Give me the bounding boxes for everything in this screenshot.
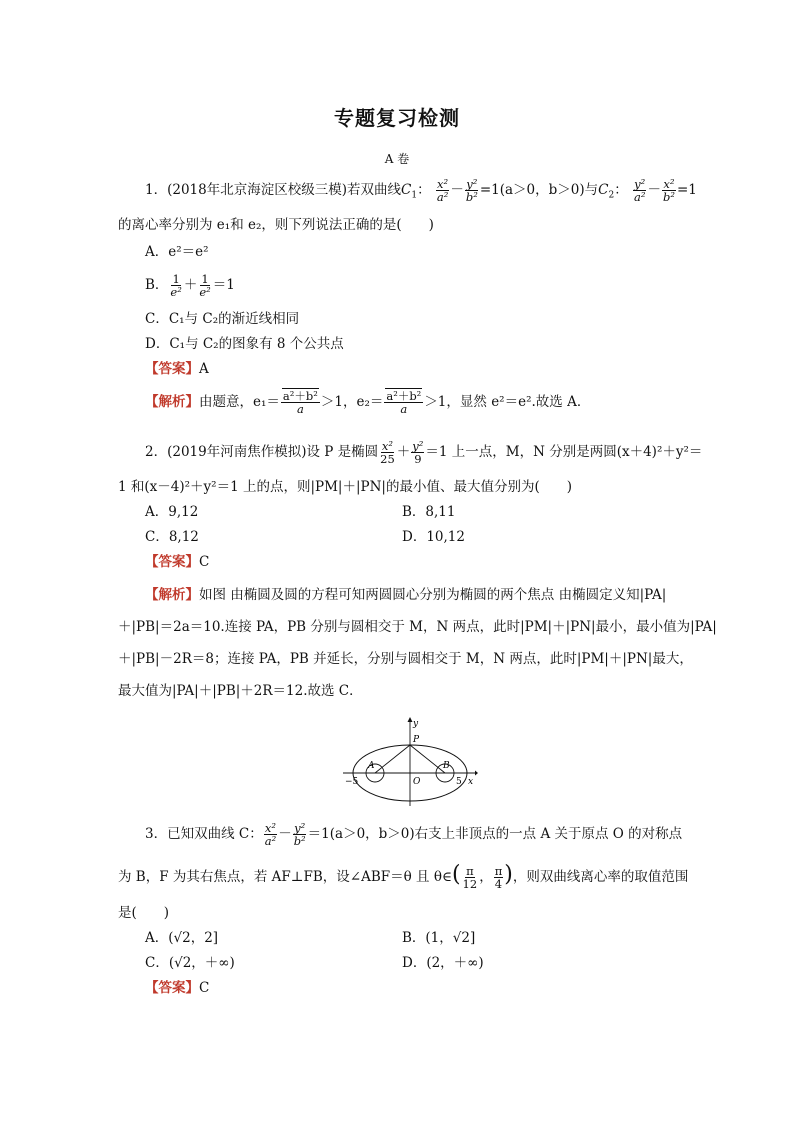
q3-option-c: C．(√2，＋∞) [145,955,235,971]
q3-answer: 【答案】C [145,980,210,996]
q2-option-a: A．9,12 [145,504,199,520]
q3-line3: 是( ) [118,905,170,921]
q2-analysis-line2: ＋|PB|＝2a＝10.连接 PA，PB 分别与圆相交于 M，N 两点，此时|PM|＋|PN|最小，最小值为|PA| [118,619,717,635]
q2-analysis-line1: 【解析】如图 由椭圆及圆的方程可知两圆圆心分别为椭圆的两个焦点 由椭圆定义知|PA| [145,587,667,603]
answer-tag: 【答案】 [145,980,199,996]
q2-analysis-line4: 最大值为|PA|＋|PB|＋2R＝12.故选 C． [118,683,363,699]
page-title: 专题复习检测 [334,106,460,130]
answer-tag: 【答案】 [145,361,199,377]
q2-line2: 1 和(x－4)²＋y²＝1 上的点，则|PM|＋|PN|的最小值、最大值分别为( ) [118,479,572,495]
q1-option-c: C．C₁与 C₂的渐近线相同 [145,311,300,327]
frac: $\frac{\text{y²}}{\text{a²}}$ [634,177,646,204]
label-b: B [443,761,450,771]
q1-option-a: A．e²＝e² [145,244,209,260]
q2-option-b: B．8,11 [402,504,456,520]
y-axis-arrow [408,717,413,722]
q2-option-d: D．10,12 [402,529,465,545]
label-5: 5 [456,777,462,787]
q2-option-c: C．8,12 [145,529,199,545]
label-minus5: −5 [345,777,359,787]
q3-option-d: D．(2，＋∞) [402,955,484,971]
q3-line1: 3．已知双曲线 C： $\frac{\text{x²}}{\text{a²}}$ － $\frac{\text{y²}}{\text{b²}}$ ＝1(a＞0，b＞0)右支上非顶点的一点 A 关于原点 O 的对称点 [145,821,683,848]
label-x: x [468,777,474,787]
q3-option-b: B．(1，√2] [402,930,476,946]
frac: $\frac{\text{y²}}{\text{b²}}$ [465,177,478,204]
q2-line1: 2．(2019年河南焦作模拟)设 P 是椭圆 $\frac{\text{x²}}{25}$ ＋ $\frac{\text{y²}}{9}$ ＝1 上一点，M，N 分别是两圆(x＋4)²＋y²＝ [145,439,703,466]
q2-analysis-line3: ＋|PB|－2R＝8；连接 PA，PB 并延长，分别与圆相交于 M，N 两点，此时|PM|＋|PN|最大， [118,651,693,667]
q2-answer: 【答案】C [145,554,210,570]
ellipse-diagram [343,716,478,806]
section-label: A 卷 [384,152,410,166]
label-o: O [413,777,421,787]
q1-answer: 【答案】A [145,361,209,377]
label-p: P [413,735,420,745]
label-a: A [368,761,375,771]
q1-line1: 1．(2018年北京海淀区校级三模)若双曲线$C_1$： $\frac{\text{x²}}{\text{a²}}$ － $\frac{\text{y²}}{\text{b²}}$ =1(a＞0，b＞0)与$C_2$： $\frac{\text{y²}}{\text{a²}}$ － $\frac{\text{x²}}{\text{b²}}$ =1 [145,177,697,204]
analysis-tag: 【解析】 [145,394,199,410]
q1-analysis: 【解析】由题意，e₁＝ $\frac{\text{a²＋b²}}{a}$ ＞1，e₂＝ $\frac{\text{a²＋b²}}{a}$ ＞1，显然 e²＝e².故选 A． [145,389,591,416]
analysis-tag: 【解析】 [145,587,199,603]
q1-line2: 的离心率分别为 e₁和 e₂，则下列说法正确的是( ) [118,217,434,233]
q3-option-a: A．(√2，2] [145,930,219,946]
answer-tag: 【答案】 [145,554,199,570]
frac: $\frac{\text{x²}}{\text{b²}}$ [662,177,675,204]
q3-line2: 为 B，F 为其右焦点，若 AF⊥FB，设∠ABF＝θ 且 θ∈( $\frac{\pi}{12}$ ， $\frac{\pi}{4}$ )，则双曲线离心率的取值范围 [118,862,689,891]
q1-option-d: D．C₁与 C₂的图象有 8 个公共点 [145,336,344,352]
x-axis-arrow [475,771,478,776]
frac: $\frac{\text{x²}}{\text{a²}}$ [436,177,449,204]
q1-option-b: B． $\frac{1}{\text{e²}}$ ＋ $\frac{1}{\text{e²}}$ ＝1 [145,272,235,299]
label-y: y [413,719,419,729]
